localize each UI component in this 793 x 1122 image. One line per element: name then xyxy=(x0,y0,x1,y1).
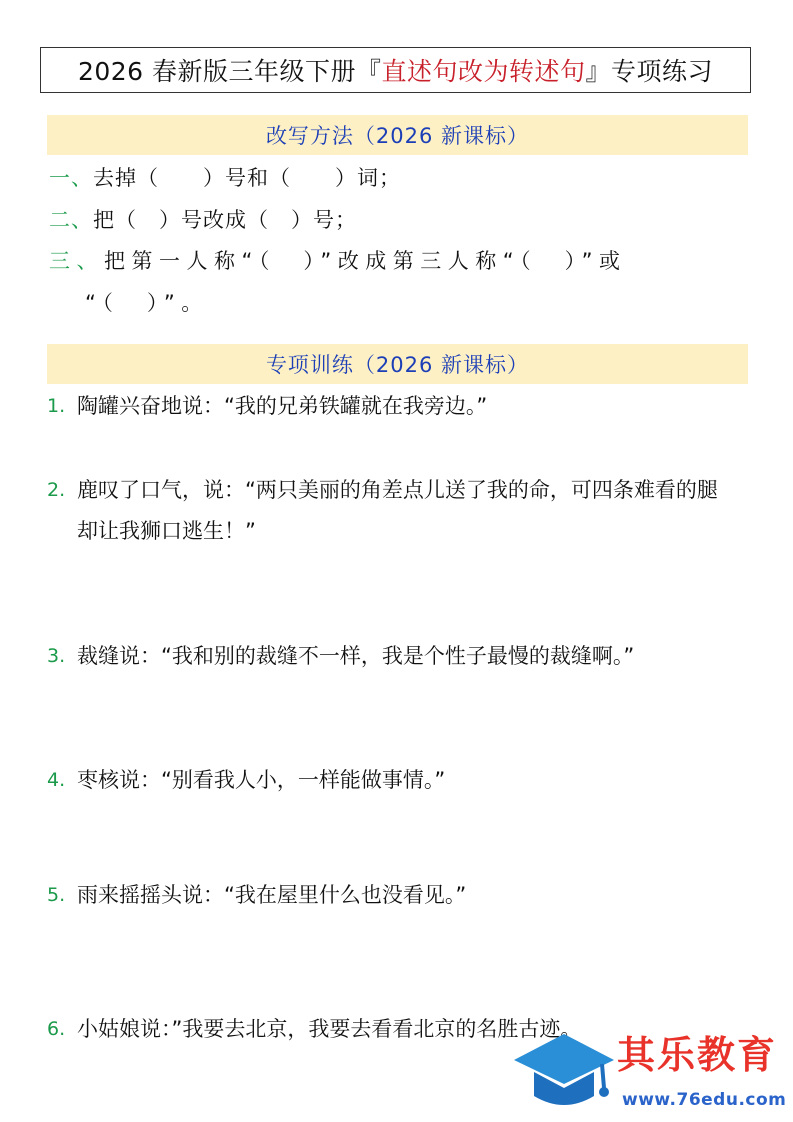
watermark-logo xyxy=(512,1022,787,1117)
rule-number: 一、 xyxy=(49,166,93,190)
title-suffix: 』专项练习 xyxy=(585,57,714,86)
question-number: 2. xyxy=(47,479,66,501)
worksheet-title xyxy=(40,47,751,93)
title-prefix: 2026 春新版三年级下册『 xyxy=(77,57,382,86)
question-text: 枣核说：“别看我人小，一样能做事情。” xyxy=(77,768,446,792)
logo-name: 其乐教育 xyxy=(617,1033,778,1077)
rule-1 xyxy=(49,157,401,199)
logo-url: www.76edu.com xyxy=(622,1090,787,1110)
practice-heading: 专项训练（2026 新课标） xyxy=(47,344,748,384)
method-heading: 改写方法（2026 新课标） xyxy=(47,115,748,155)
question-text: 小姑娘说：”我要去北京，我要去看看北京的名胜古迹。 xyxy=(77,1017,582,1041)
rule-text: 去掉（ ）号和（ ）词； xyxy=(93,166,401,190)
question-text: 鹿叹了口气，说：“两只美丽的角差点儿送了我的命，可四条难看的腿却让我狮口逃生！” xyxy=(77,478,718,543)
title-highlight: 直述句改为转述句 xyxy=(381,57,586,86)
rule-number: 二、 xyxy=(49,208,93,232)
question-2 xyxy=(47,470,737,552)
question-number: 1. xyxy=(47,395,66,417)
question-text: 雨来摇摇头说：“我在屋里什么也没看见。” xyxy=(77,883,467,907)
question-5 xyxy=(47,875,737,916)
graduation-cap-icon xyxy=(512,1022,622,1117)
question-1 xyxy=(47,386,737,427)
rule-3 xyxy=(49,240,749,324)
question-text: 裁缝说：“我和别的裁缝不一样，我是个性子最慢的裁缝啊。” xyxy=(77,644,635,668)
rule-text: 把第一人称“（ ）”改成第三人称“（ ）”或 xyxy=(104,249,627,273)
rule-text: 把（ ）号改成（ ）号； xyxy=(93,208,357,232)
question-number: 6. xyxy=(47,1018,66,1040)
question-text: 陶罐兴奋地说：“我的兄弟铁罐就在我旁边。” xyxy=(77,394,488,418)
question-number: 4. xyxy=(47,769,66,791)
rule-number: 三、 xyxy=(49,249,104,273)
rule-2 xyxy=(49,199,357,241)
question-number: 5. xyxy=(47,884,66,906)
question-3 xyxy=(47,636,737,677)
question-4 xyxy=(47,760,737,801)
rule-text-continuation: “（ ）”。 xyxy=(85,291,209,315)
question-number: 3. xyxy=(47,645,66,667)
